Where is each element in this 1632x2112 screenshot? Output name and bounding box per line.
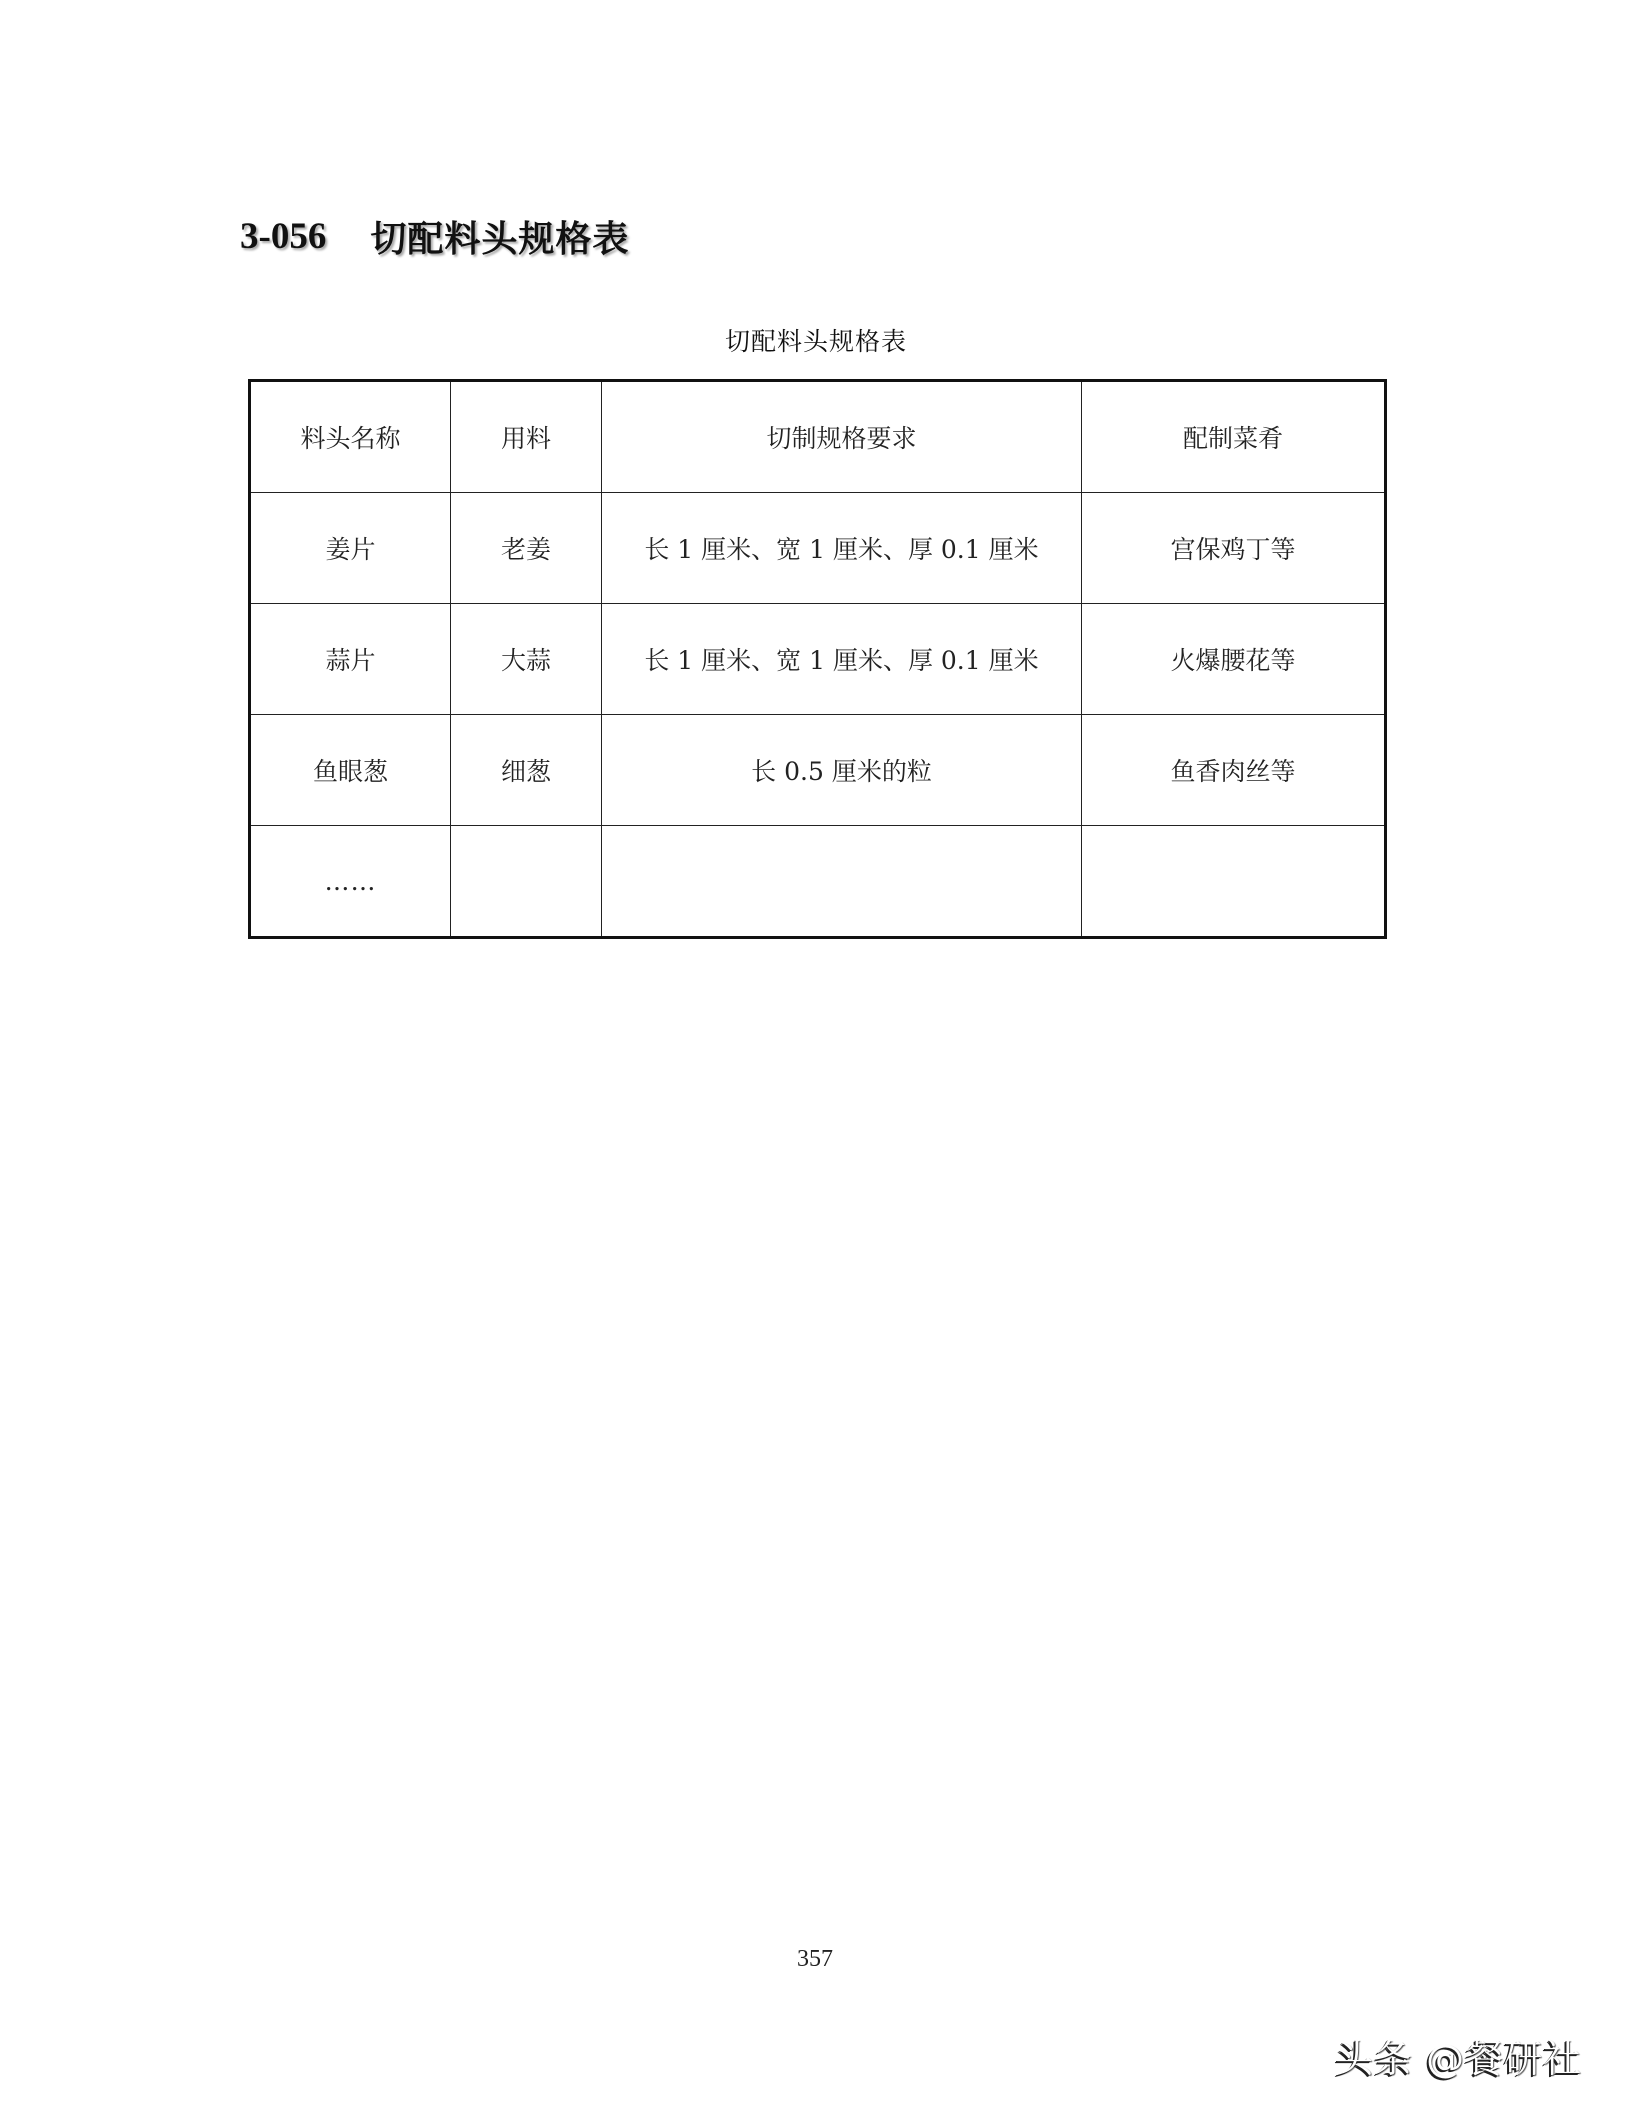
column-header-cut-spec: 切制规格要求 xyxy=(602,381,1082,493)
column-header-dishes: 配制菜肴 xyxy=(1082,381,1386,493)
cell-name: 鱼眼葱 xyxy=(250,715,451,826)
cell-name: 蒜片 xyxy=(250,604,451,715)
cell-ingredient: 细葱 xyxy=(451,715,602,826)
cell-cut-spec: 长 0.5 厘米的粒 xyxy=(602,715,1082,826)
cell-name: 姜片 xyxy=(250,493,451,604)
table-header-row xyxy=(250,381,1386,493)
section-title: 切配料头规格表 xyxy=(370,217,630,260)
table-row xyxy=(250,493,1386,604)
cell-name-ellipsis: …… xyxy=(250,826,451,938)
column-header-ingredient: 用料 xyxy=(451,381,602,493)
cell-ingredient xyxy=(451,826,602,938)
table-row xyxy=(250,604,1386,715)
cell-dishes: 火爆腰花等 xyxy=(1082,604,1386,715)
section-number: 3-056 xyxy=(240,215,327,257)
table-row xyxy=(250,826,1386,938)
table-caption: 切配料头规格表 xyxy=(724,327,907,356)
cell-cut-spec: 长 1 厘米、宽 1 厘米、厚 0.1 厘米 xyxy=(602,604,1082,715)
cell-dishes: 鱼香肉丝等 xyxy=(1082,715,1386,826)
cell-cut-spec: 长 1 厘米、宽 1 厘米、厚 0.1 厘米 xyxy=(602,493,1082,604)
column-header-name: 料头名称 xyxy=(250,381,451,493)
cell-cut-spec xyxy=(602,826,1082,938)
garnish-spec-table xyxy=(248,379,1387,939)
cell-ingredient: 大蒜 xyxy=(451,604,602,715)
cell-dishes xyxy=(1082,826,1386,938)
table-row xyxy=(250,715,1386,826)
section-heading xyxy=(240,212,629,260)
page-number: 357 xyxy=(797,1946,833,1972)
cell-dishes: 宫保鸡丁等 xyxy=(1082,493,1386,604)
cell-ingredient: 老姜 xyxy=(451,493,602,604)
watermark: 头条 @餐研社 xyxy=(1335,2037,1583,2081)
